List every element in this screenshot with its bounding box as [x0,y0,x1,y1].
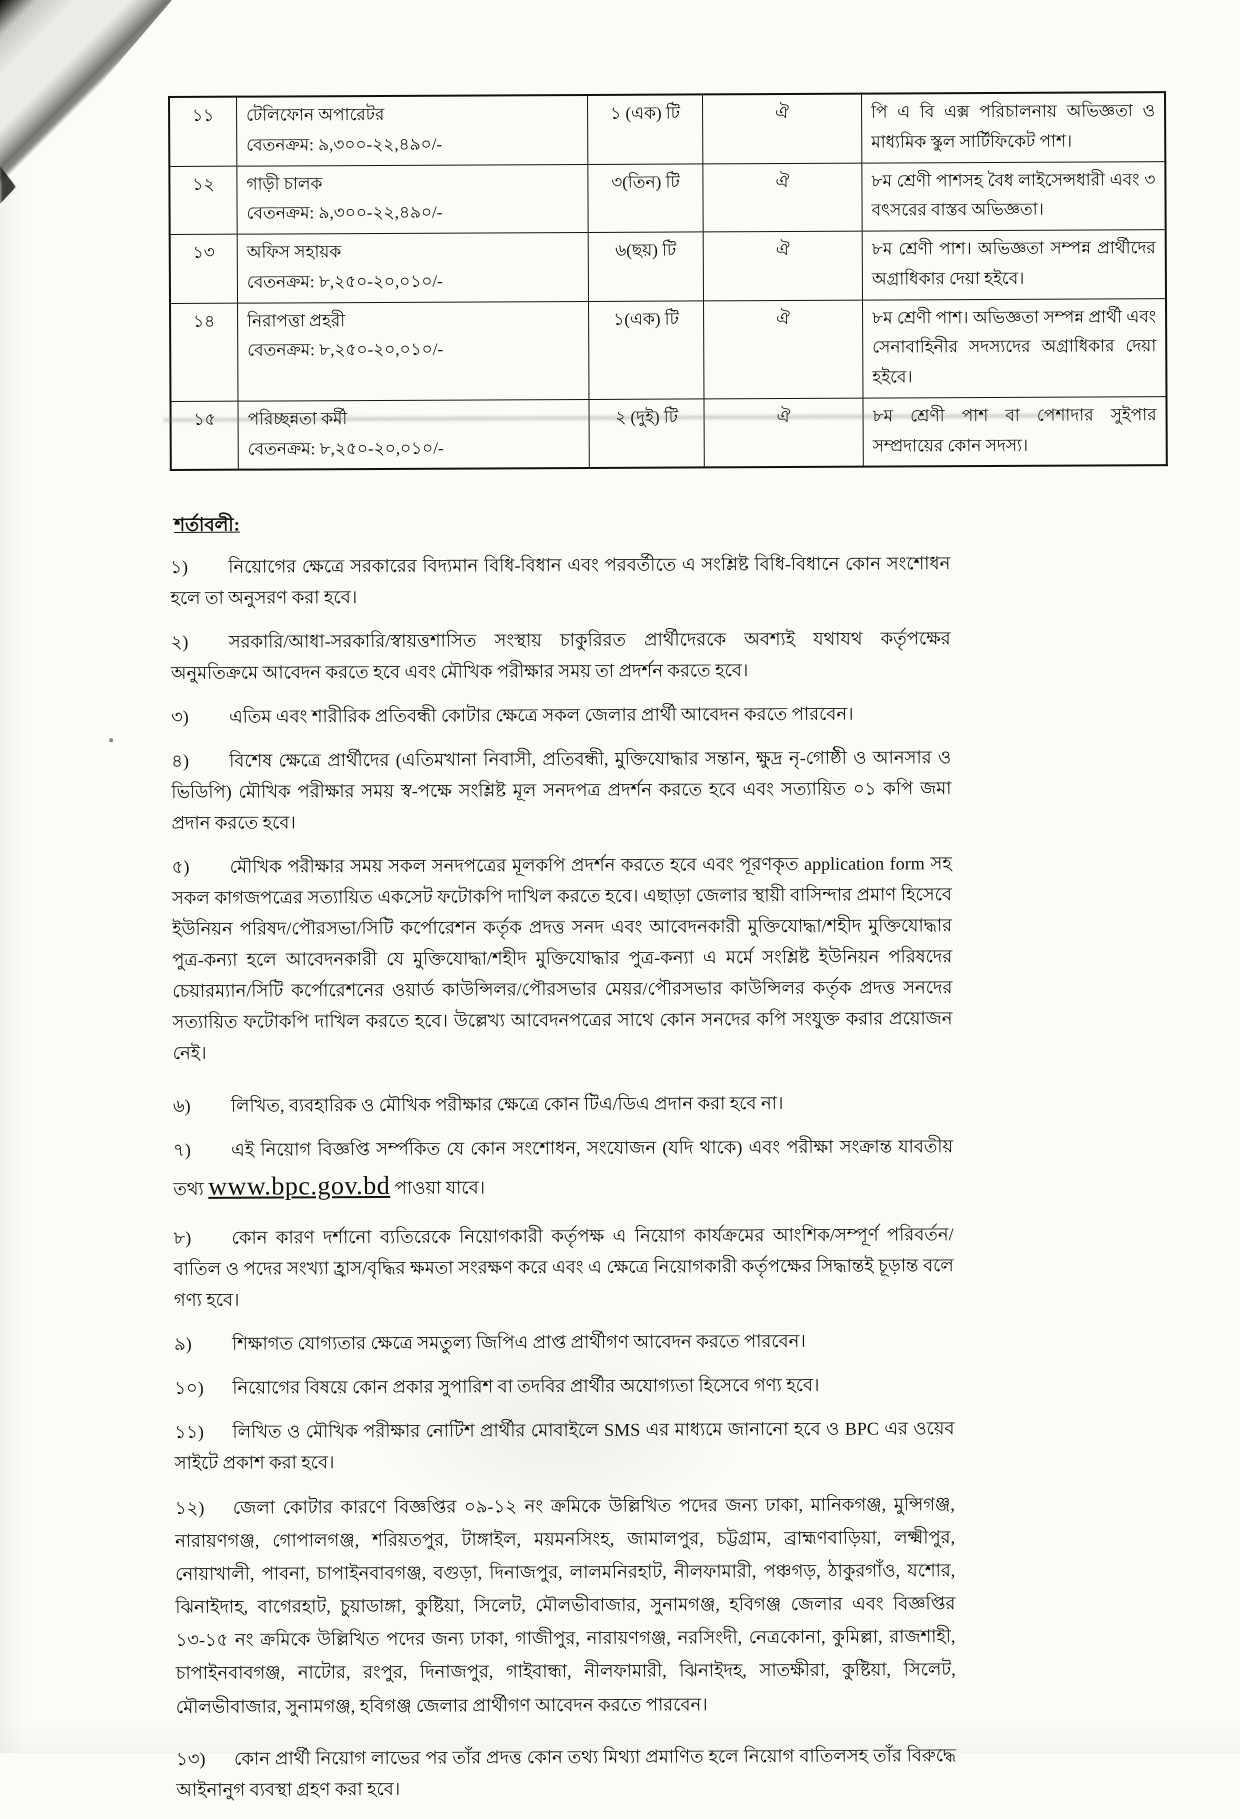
condition-number: ১০) [174,1377,204,1398]
condition-number: ১২) [174,1497,205,1518]
qualification-cell: পি এ বি এক্স পরিচালনায় অভিজ্ঞতা ও মাধ্যমিক স্কুল সার্টিফিকেট পাশ। [861,92,1165,162]
condition-text: বিশেষ ক্ষেত্রে প্রার্থীদের (এতিমখানা নিবাসী, প্রতিবন্ধী, মুক্তিযোদ্ধার সন্তান, ক্ষুদ্র নৃ-গোষ্ঠী ও আনসার ও ভিডিপি) মৌখিক পরীক্ষার সময় স্ব-পক্ষে সংশ্লিষ্ট মূল সনদপত্র প্রদর্শন করতে হবে এবং সত্যায়িত ০১ কপি জমা প্রদান করতে হবে। [171,747,952,833]
pay-scale: বেতনক্রম: ৮,২৫০-২০,০১০/- [247,438,444,459]
post-count-cell: ২ (দুই) টি [589,399,704,469]
condition-item-13 [176,1740,956,1806]
pay-scale: বেতনক্রম: ৮,২৫০-২০,০১০/- [247,339,444,360]
qualification-cell: ৮ম শ্রেণী পাশ। অভিজ্ঞতা সম্পন্ন প্রার্থী এবং সেনাবাহিনীর সদস্যদের অগ্রাধিকার দেয়া হইবে। [863,298,1167,398]
serial-cell: ১১ [169,97,237,166]
condition-item-8 [174,1219,954,1316]
table-row [170,396,1166,470]
serial-cell: ১৪ [170,303,238,402]
table-row [170,230,1166,303]
qualification-cell: ৮ম শ্রেণী পাশসহ বৈধ লাইসেন্সধারী এবং ৩ বৎসরের বাস্তব অভিজ্ঞতা। [862,161,1166,231]
serial-cell: ১৫ [170,401,238,470]
page-corner-fold-artifact [0,0,172,202]
condition-item-6 [173,1087,953,1122]
condition-number: ৬) [172,1095,191,1116]
condition-number: ৭) [173,1139,191,1160]
post-count-cell: ১(এক) টি [589,300,704,399]
post-name-cell [237,232,588,302]
condition-text: শিক্ষাগত যোগ্যতার ক্ষেত্রে সমতুল্য জিপিএ প্রাপ্ত প্রার্থীগণ আবেদন করতে পারবেন। [232,1330,806,1354]
condition-number: ১১) [174,1421,204,1442]
condition-number: ১৩) [176,1748,206,1769]
condition-text: নিয়োগের বিষয়ে কোন প্রকার সুপারিশ বা তদবির প্রার্থীর অযোগ্যতা হিসেবে গণ্য হবে। [232,1374,820,1398]
condition-text: লিখিত, ব্যবহারিক ও মৌখিক পরীক্ষার ক্ষেত্রে কোন টিএ/ডিএ প্রদান করা হবে না। [230,1092,784,1116]
conditions-heading: শর্তাবলী: [174,515,240,537]
pay-scale: বেতনক্রম: ৮,২৫০-২০,০১০/- [246,271,443,292]
condition-number: ৫) [171,856,190,877]
condition-text: লিখিত ও মৌখিক পরীক্ষার নোটিশ প্রার্থীর মোবাইলে SMS এর মাধ্যমে জানানো হবে ও BPC এর ওয়েব সাইটে প্রকাশ করা হবে। [174,1418,955,1473]
condition-text: জেলা কোটার কারণে বিজ্ঞপ্তির ০৯-১২ নং ক্রমিকে উল্লিখিত পদের জন্য ঢাকা, মানিকগঞ্জ, মুন্সিগঞ্জ, নারায়ণগঞ্জ, গোপালগঞ্জ, শরিয়তপুর, টাঙ্গাইল, ময়মনসিংহ, জামালপুর, চট্টগ্রাম, ব্রাহ্মণবাড়িয়া, লক্ষ্মীপুর, নোয়াখালী, পাবনা, চাপাইনবাবগঞ্জ, বগুড়া, দিনাজপুর, লালমনিরহাট, নীলফামারী, পঞ্চগড়, ঠাকুরগাঁও, যশোর, ঝিনাইদাহ, বাগেরহাট, চুয়াডাঙ্গা, কুষ্টিয়া, সিলেট, মৌলভীবাজার, সুনামগঞ্জ, হবিগঞ্জ জেলার এবং বিজ্ঞপ্তির ১৩-১৫ নং ক্রমিকে উল্লিখিত পদের জন্য ঢাকা, গাজীপুর, নারায়ণগঞ্জ, নরসিংদী, নেত্রকোনা, কুমিল্লা, রাজশাহী, চাপাইনবাবগঞ্জ, নাটোর, রংপুর, দিনাজপুর, গাইবান্ধা, নীলফামারী, ঝিনাইদহ, সাতক্ষীরা, কুষ্টিয়া, সিলেট, মৌলভীবাজার, সুনামগঞ্জ, হবিগঞ্জ জেলার প্রার্থীগণ আবেদন করতে পারবেন। [175,1494,956,1717]
condition-number: ৮) [173,1228,192,1249]
qualification-cell: ৮ম শ্রেণী পাশ বা পেশাদার সুইপার সম্প্রদায়ের কোন সদস্য। [863,396,1167,466]
condition-item-9 [174,1325,954,1360]
condition-item-10 [174,1369,954,1404]
post-name: অফিস সহায়ক [246,242,342,262]
conditions-section [170,507,956,1805]
table-row [170,298,1166,401]
ditto-mark-cell: ঐ [702,94,861,164]
post-name-cell [237,164,588,234]
condition-item-1 [170,548,950,614]
condition-text: কোন কারণ দর্শানো ব্যতিরেকে নিয়োগকারী কর্তৃপক্ষ এ নিয়োগ কার্যক্রমের আংশিক/সম্পূর্ণ পরিবর্তন/বাতিল ও পদের সংখ্যা হ্রাস/বৃদ্ধির ক্ষমতা সংরক্ষণ করে এবং এ ক্ষেত্রে নিয়োগকারী কর্তৃপক্ষের সিদ্ধান্তই চূড়ান্ত বলে গণ্য হবে। [173,1224,954,1311]
condition-item-3 [171,698,951,733]
post-name: পরিচ্ছন্নতা কর্মী [247,408,348,429]
condition-item-7 [173,1131,953,1210]
table-row [169,92,1165,166]
condition-number: ২) [170,632,189,653]
serial-cell: ১২ [169,166,237,235]
condition-text: এতিম এবং শারীরিক প্রতিবন্ধী কোটার ক্ষেত্রে সকল জেলার প্রার্থী আবেদন করতে পারবেন। [228,703,854,727]
ditto-mark-cell: ঐ [703,163,862,232]
ditto-mark-cell: ঐ [704,300,863,399]
post-count-cell: ৬(ছয়) টি [588,232,703,301]
condition-item-5 [172,848,953,1068]
pay-scale: বেতনক্রম: ৯,৩০০-২২,৪৯০/- [246,134,443,155]
post-name-cell [238,301,589,401]
condition-number: ১) [170,557,189,578]
condition-item-2 [171,623,951,689]
condition-text: পাওয়া যাবে। [390,1177,486,1199]
condition-text: এই নিয়োগ বিজ্ঞপ্তি সর্ম্পকিত যে কোন সংশোধন, সংযোজন (যদি থাকে) এবং পরীক্ষা সংক্রান্ত যাবতীয় তথ্য [173,1135,954,1200]
post-name: গাড়ী চালক [246,173,323,194]
pay-scale: বেতনক্রম: ৯,৩০০-২২,৪৯০/- [246,202,443,223]
post-count-cell: ১ (এক) টি [587,94,702,164]
condition-number: ৩) [170,706,189,728]
bpc-website-link: www.bpc.gov.bd [208,1171,391,1202]
post-name: টেলিফোন অপারেটর [246,104,385,125]
post-name-cell [238,399,589,470]
condition-text: মৌখিক পরীক্ষার সময় সকল সনদপত্রের মূলকপি প্রদর্শন করতে হবে এবং পূরণকৃত application form সহ সকল কাগজপত্রের সত্যায়িত একসেট ফটোকপি দাখিল করতে হবে। এছাড়া জেলার স্থায়ী বাসিন্দার প্রমাণ হিসেবে ইউনিয়ন পরিষদ/পৌরসভা/সিটি কর্পোরেশন কর্তৃক প্রদত্ত সনদ এবং আবেদনকারী মুক্তিযোদ্ধা/শহীদ মুক্তিযোদ্ধার পুত্র-কন্যা হলে আবেদনকারী যে মুক্তিযোদ্ধা/শহীদ মুক্তিযোদ্ধার পুত্র-কন্যা এ মর্মে সংশ্লিষ্ট ইউনিয়ন পরিষদের চেয়ারম্যান/সিটি কর্পোরেশনের ওয়ার্ড কাউন্সিলর/পৌরসভার মেয়র/পৌরসভার কাউন্সিলর কর্তৃক প্রদত্ত সনদের সত্যায়িত ফটোকপি দাখিল করতে হবে। উল্লেখ্য আবেদনপত্রের সাথে কোন সনদের কপি সংযুক্ত করার প্রয়োজন নেই। [171,853,953,1063]
scan-speck-artifact [109,738,113,742]
condition-number: ৯) [174,1333,192,1355]
condition-text: কোন প্রার্থী নিয়োগ লাভের পর তাঁর প্রদত্ত কোন তথ্য মিথ্যা প্রমাণিত হলে নিয়োগ বাতিলসহ তাঁর বিরুদ্ধে আইনানুগ ব্যবস্থা গ্রহণ করা হবে। [176,1744,957,1800]
condition-item-12 [175,1488,956,1724]
condition-item-4 [171,742,951,839]
table-row [169,161,1165,234]
condition-text: সরকারি/আধা-সরকারি/স্বায়ত্তশাসিত সংস্থায় চাকুরিরত প্রার্থীদেরকে অবশ্যই যথাযথ কর্তৃপক্ষের অনুমতিক্রমে আবেদন করতে হবে এবং মৌখিক পরীক্ষার সময় তা প্রদর্শন করতে হবে। [170,628,951,684]
ditto-mark-cell: ঐ [703,231,862,300]
condition-item-11 [174,1413,954,1479]
qualification-cell: ৮ম শ্রেণী পাশ। অভিজ্ঞতা সম্পন্ন প্রার্থীদের অগ্রাধিকার দেয়া হইবে। [862,230,1166,300]
post-count-cell: ৩(তিন) টি [588,163,703,232]
ditto-mark-cell: ঐ [704,398,863,468]
post-name-cell [237,95,588,166]
post-name: নিরাপত্তা প্রহরী [247,310,346,331]
condition-text: নিয়োগের ক্ষেত্রে সরকারের বিদ্যমান বিধি-বিধান এবং পরবর্তীতে এ সংশ্লিষ্ট বিধি-বিধানে কোন সংশোধন হলে তা অনুসরণ করা হবে। [170,553,951,609]
condition-number: ৪) [171,750,189,772]
notice-content [168,92,1157,1819]
serial-cell: ১৩ [170,234,238,303]
